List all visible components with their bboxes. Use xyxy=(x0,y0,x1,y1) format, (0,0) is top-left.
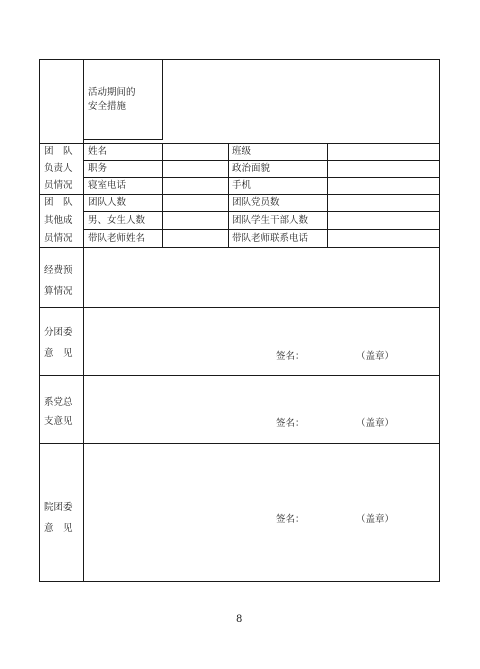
members-row-label-1: 团 队 xyxy=(44,197,73,208)
safety-label-line1: 活动期间的 xyxy=(88,87,136,98)
column-rule-2 xyxy=(162,143,163,248)
branch-committee-signature: 签名： xyxy=(276,351,305,362)
rule-members-bottom xyxy=(39,247,440,248)
label-team-count: 团队人数 xyxy=(88,197,127,208)
label-political-status: 政治面貌 xyxy=(232,163,271,174)
label-mobile: 手机 xyxy=(232,180,252,191)
college-committee-seal: （盖章） xyxy=(356,514,395,525)
rule-members-2 xyxy=(83,229,440,230)
safety-inner-bottom xyxy=(83,139,162,140)
leader-row-label-3: 员情况 xyxy=(44,180,73,191)
page-number: 8 xyxy=(236,614,243,625)
leader-row-label-2: 负责人 xyxy=(44,163,73,174)
label-name: 姓名 xyxy=(88,146,108,157)
label-teacher-phone: 带队老师联系电话 xyxy=(232,233,309,244)
rule-safety-bottom xyxy=(39,143,440,144)
label-teacher-name: 带队老师姓名 xyxy=(88,233,146,244)
rule-budget-bottom xyxy=(39,307,440,308)
members-row-label-2: 其他成 xyxy=(44,215,73,226)
branch-committee-label-line1: 分团委 xyxy=(44,327,73,338)
party-branch-label-line1: 系党总 xyxy=(44,397,73,408)
safety-label-line2: 安全措施 xyxy=(88,101,127,112)
label-cadre-count: 团队学生干部人数 xyxy=(232,215,309,226)
label-dorm-phone: 寝室电话 xyxy=(88,180,127,191)
rule-branch-bottom xyxy=(39,375,440,376)
budget-label-line2: 算情况 xyxy=(44,286,73,297)
rule-leader-bottom xyxy=(39,194,440,195)
table-border-top xyxy=(39,59,440,60)
table-border-right xyxy=(439,59,440,582)
party-branch-signature: 签名： xyxy=(276,418,305,429)
table-border-bottom xyxy=(39,581,440,582)
budget-label-line1: 经费预 xyxy=(44,265,73,276)
branch-committee-seal: （盖章） xyxy=(356,351,395,362)
party-branch-seal: （盖章） xyxy=(356,418,395,429)
safety-inner-right xyxy=(162,59,163,140)
college-committee-signature: 签名： xyxy=(276,514,305,525)
rule-members-1 xyxy=(83,211,440,212)
branch-committee-label-line2: 意 见 xyxy=(44,348,73,359)
college-committee-label-line2: 意 见 xyxy=(44,523,73,534)
column-rule-3 xyxy=(228,143,229,248)
column-rule-label xyxy=(83,59,84,582)
label-class: 班级 xyxy=(232,146,252,157)
label-party-count: 团队党员数 xyxy=(232,197,280,208)
college-committee-label-line1: 院团委 xyxy=(44,502,73,513)
party-branch-label-line2: 支意见 xyxy=(44,416,73,427)
leader-row-label-1: 团 队 xyxy=(44,146,73,157)
label-position: 职务 xyxy=(88,163,108,174)
label-gender-count: 男、女生人数 xyxy=(88,215,146,226)
rule-party-bottom xyxy=(39,443,440,444)
rule-leader-1 xyxy=(83,160,440,161)
rule-leader-2 xyxy=(83,177,440,178)
table-border-left xyxy=(39,59,40,582)
members-row-label-3: 员情况 xyxy=(44,233,73,244)
column-rule-4 xyxy=(327,143,328,248)
